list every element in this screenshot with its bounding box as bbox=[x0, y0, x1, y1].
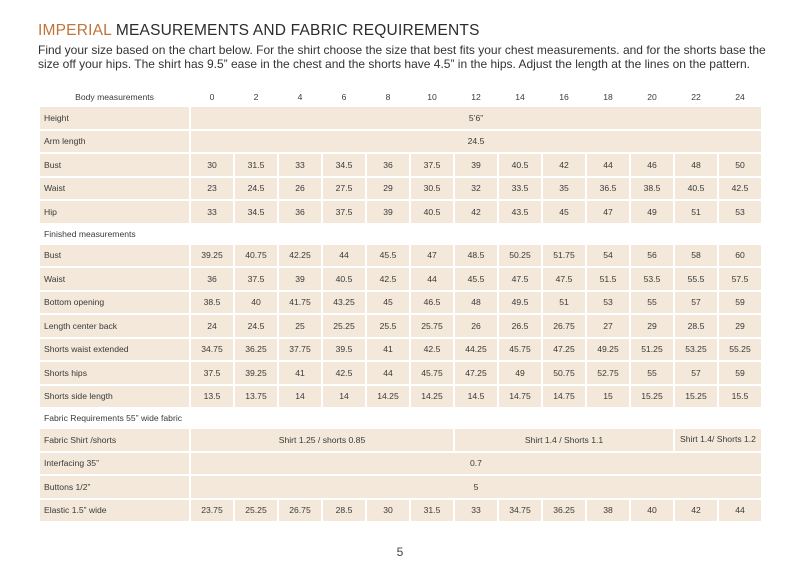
table-cell: 43.5 bbox=[499, 201, 541, 223]
table-cell: 0.7 bbox=[191, 453, 761, 475]
table-cell: 33 bbox=[455, 500, 497, 522]
table-cell: 42.5 bbox=[367, 268, 409, 290]
table-cell: 5 bbox=[191, 476, 761, 498]
table-cell: 37.5 bbox=[323, 201, 365, 223]
table-row bbox=[40, 453, 761, 475]
table-cell: 49 bbox=[499, 362, 541, 384]
page-number: 5 bbox=[396, 545, 404, 559]
table-cell: 33 bbox=[279, 154, 321, 176]
table-cell: 48 bbox=[675, 154, 717, 176]
table-cell: 51 bbox=[543, 292, 585, 314]
table-row bbox=[40, 154, 761, 176]
table-cell: 36 bbox=[191, 268, 233, 290]
row-label: Height bbox=[40, 107, 189, 129]
table-cell: 49.5 bbox=[499, 292, 541, 314]
table-cell: 51.75 bbox=[543, 245, 585, 267]
table-cell: 43.25 bbox=[323, 292, 365, 314]
table-cell: 15 bbox=[587, 386, 629, 408]
table-cell: 45.5 bbox=[367, 245, 409, 267]
table-cell: 59 bbox=[719, 292, 761, 314]
table-cell: 57.5 bbox=[719, 268, 761, 290]
table-cell: 40.5 bbox=[499, 154, 541, 176]
table-row bbox=[40, 292, 761, 314]
table-cell: 15.5 bbox=[719, 386, 761, 408]
table-cell: 14 bbox=[279, 386, 321, 408]
table-cell: 40 bbox=[631, 500, 673, 522]
row-label: Length center back bbox=[40, 315, 189, 337]
table-cell: 5’6” bbox=[191, 107, 761, 129]
table-cell: 38.5 bbox=[191, 292, 233, 314]
table-cell: 34.5 bbox=[323, 154, 365, 176]
table-cell: 55 bbox=[631, 292, 673, 314]
table-row bbox=[40, 339, 761, 361]
section-heading: Fabric Requirements 55” wide fabric bbox=[44, 413, 183, 423]
table-cell: 36 bbox=[367, 154, 409, 176]
table-cell: 44.25 bbox=[455, 339, 497, 361]
table-cell: 39 bbox=[367, 201, 409, 223]
table-cell: 26 bbox=[455, 315, 497, 337]
table-cell: 51.5 bbox=[587, 268, 629, 290]
size-header: 18 bbox=[603, 92, 613, 102]
table-cell: 33 bbox=[191, 201, 233, 223]
table-cell: 41 bbox=[367, 339, 409, 361]
body-measurements-heading: Body measurements bbox=[75, 92, 154, 102]
table-cell: 14.5 bbox=[455, 386, 497, 408]
size-header: 8 bbox=[385, 92, 391, 102]
table-cell: 34.5 bbox=[235, 201, 277, 223]
table-cell: 27.5 bbox=[323, 178, 365, 200]
row-label: Shorts hips bbox=[40, 362, 189, 384]
table-cell: 53 bbox=[587, 292, 629, 314]
table-cell: 42 bbox=[675, 500, 717, 522]
section-row bbox=[40, 409, 761, 427]
table-cell: 39.25 bbox=[191, 245, 233, 267]
table-cell: 42.5 bbox=[719, 178, 761, 200]
table-cell: 41 bbox=[279, 362, 321, 384]
table-cell: 30.5 bbox=[411, 178, 453, 200]
table-cell: 45 bbox=[543, 201, 585, 223]
table-row bbox=[40, 107, 761, 129]
table-cell: 39 bbox=[279, 268, 321, 290]
table-cell: 47.5 bbox=[543, 268, 585, 290]
table-cell: 55.25 bbox=[719, 339, 761, 361]
table-cell: 15.25 bbox=[675, 386, 717, 408]
table-cell: 36 bbox=[279, 201, 321, 223]
table-cell: 40 bbox=[235, 292, 277, 314]
table-cell: 31.5 bbox=[411, 500, 453, 522]
page-title bbox=[38, 22, 480, 40]
table-cell: 42 bbox=[543, 154, 585, 176]
table-row bbox=[40, 362, 761, 384]
table-cell: 47.25 bbox=[543, 339, 585, 361]
table-cell: 47.25 bbox=[455, 362, 497, 384]
table-cell: 58 bbox=[675, 245, 717, 267]
section-row bbox=[40, 225, 761, 243]
table-cell: 34.75 bbox=[191, 339, 233, 361]
table-cell: 36.25 bbox=[543, 500, 585, 522]
table-cell: 45.75 bbox=[411, 362, 453, 384]
table-cell: 29 bbox=[631, 315, 673, 337]
row-label: Elastic 1.5” wide bbox=[40, 500, 189, 522]
table-cell: 24 bbox=[191, 315, 233, 337]
table-cell: 45.75 bbox=[499, 339, 541, 361]
table-cell: 46.5 bbox=[411, 292, 453, 314]
title-accent: IMPERIAL bbox=[38, 22, 112, 39]
table-cell: 29 bbox=[367, 178, 409, 200]
table-cell: 55.5 bbox=[675, 268, 717, 290]
table-cell: 37.5 bbox=[411, 154, 453, 176]
table-row bbox=[40, 476, 761, 498]
table-cell: 40.5 bbox=[411, 201, 453, 223]
table-cell: 57 bbox=[675, 292, 717, 314]
table-row bbox=[40, 386, 761, 408]
row-label: Hip bbox=[40, 201, 189, 223]
table-cell: 44 bbox=[411, 268, 453, 290]
table-cell: 26.75 bbox=[543, 315, 585, 337]
table-row bbox=[40, 245, 761, 267]
table-cell: 44 bbox=[719, 500, 761, 522]
table-cell: 36.25 bbox=[235, 339, 277, 361]
table-cell: Shirt 1.4/ Shorts 1.2 bbox=[675, 429, 761, 451]
table-cell: 44 bbox=[323, 245, 365, 267]
table-cell: 14.25 bbox=[367, 386, 409, 408]
table-row bbox=[40, 201, 761, 223]
table-cell: 40.75 bbox=[235, 245, 277, 267]
table-cell: 29 bbox=[719, 315, 761, 337]
row-label: Fabric Shirt /shorts bbox=[40, 429, 189, 451]
table-cell: 47.5 bbox=[499, 268, 541, 290]
table-cell: 24.5 bbox=[235, 178, 277, 200]
table-cell: 53 bbox=[719, 201, 761, 223]
size-header: 10 bbox=[427, 92, 437, 102]
table-cell: 36.5 bbox=[587, 178, 629, 200]
size-header: 0 bbox=[209, 92, 215, 102]
table-cell: 28.5 bbox=[323, 500, 365, 522]
table-cell: 32 bbox=[455, 178, 497, 200]
table-cell: 24.5 bbox=[191, 131, 761, 153]
table-row bbox=[40, 315, 761, 337]
row-label: Interfacing 35” bbox=[40, 453, 189, 475]
table-cell: 49 bbox=[631, 201, 673, 223]
table-cell: 37.5 bbox=[235, 268, 277, 290]
table-cell: 34.75 bbox=[499, 500, 541, 522]
size-header: 22 bbox=[691, 92, 701, 102]
table-cell: 25.25 bbox=[235, 500, 277, 522]
size-header: 14 bbox=[515, 92, 525, 102]
table-cell: 14.75 bbox=[543, 386, 585, 408]
row-label: Bust bbox=[40, 245, 189, 267]
row-label: Waist bbox=[40, 178, 189, 200]
table-row bbox=[40, 500, 761, 522]
table-cell: 42.5 bbox=[323, 362, 365, 384]
table-cell: 50.75 bbox=[543, 362, 585, 384]
table-cell: 24.5 bbox=[235, 315, 277, 337]
table-row bbox=[40, 268, 761, 290]
table-cell: Shirt 1.25 / shorts 0.85 bbox=[191, 429, 453, 451]
table-cell: 48 bbox=[455, 292, 497, 314]
table-cell: 48.5 bbox=[455, 245, 497, 267]
table-cell: 33.5 bbox=[499, 178, 541, 200]
table-cell: 42.25 bbox=[279, 245, 321, 267]
table-row bbox=[40, 178, 761, 200]
table-row bbox=[40, 429, 761, 451]
size-header: 24 bbox=[735, 92, 745, 102]
size-header: 12 bbox=[471, 92, 481, 102]
table-cell: 49.25 bbox=[587, 339, 629, 361]
table-cell: 44 bbox=[587, 154, 629, 176]
table-cell: 39.5 bbox=[323, 339, 365, 361]
table-cell: 54 bbox=[587, 245, 629, 267]
table-cell: 23.75 bbox=[191, 500, 233, 522]
section-heading: Finished measurements bbox=[44, 228, 136, 239]
table-cell: 55 bbox=[631, 362, 673, 384]
row-label: Arm length bbox=[40, 131, 189, 153]
row-label: Shorts waist extended bbox=[40, 339, 189, 361]
table-cell: 25 bbox=[279, 315, 321, 337]
table-cell: Shirt 1.4 / Shorts 1.1 bbox=[455, 429, 673, 451]
table-cell: 41.75 bbox=[279, 292, 321, 314]
table-cell: 57 bbox=[675, 362, 717, 384]
table-cell: 26.75 bbox=[279, 500, 321, 522]
table-cell: 30 bbox=[191, 154, 233, 176]
table-cell: 13.5 bbox=[191, 386, 233, 408]
table-cell: 39.25 bbox=[235, 362, 277, 384]
table-cell: 40.5 bbox=[675, 178, 717, 200]
table-cell: 42.5 bbox=[411, 339, 453, 361]
row-label: Bottom opening bbox=[40, 292, 189, 314]
table-cell: 25.25 bbox=[323, 315, 365, 337]
table-cell: 38.5 bbox=[631, 178, 673, 200]
table-cell: 46 bbox=[631, 154, 673, 176]
table-cell: 37.75 bbox=[279, 339, 321, 361]
table-cell: 15.25 bbox=[631, 386, 673, 408]
table-cell: 44 bbox=[367, 362, 409, 384]
table-cell: 42 bbox=[455, 201, 497, 223]
table-row bbox=[40, 131, 761, 153]
table-cell: 59 bbox=[719, 362, 761, 384]
table-cell: 53.5 bbox=[631, 268, 673, 290]
table-cell: 50.25 bbox=[499, 245, 541, 267]
table-cell: 27 bbox=[587, 315, 629, 337]
table-cell: 31.5 bbox=[235, 154, 277, 176]
table-cell: 25.75 bbox=[411, 315, 453, 337]
table-cell: 26.5 bbox=[499, 315, 541, 337]
table-cell: 45 bbox=[367, 292, 409, 314]
size-header: 4 bbox=[297, 92, 303, 102]
table-cell: 28.5 bbox=[675, 315, 717, 337]
table-cell: 47 bbox=[411, 245, 453, 267]
table-cell: 51 bbox=[675, 201, 717, 223]
table-cell: 14.25 bbox=[411, 386, 453, 408]
size-header: 16 bbox=[559, 92, 569, 102]
table-cell: 38 bbox=[587, 500, 629, 522]
size-header: 2 bbox=[253, 92, 259, 102]
table-cell: 35 bbox=[543, 178, 585, 200]
table-cell: 53.25 bbox=[675, 339, 717, 361]
row-label: Bust bbox=[40, 154, 189, 176]
row-label: Shorts side length bbox=[40, 386, 189, 408]
table-cell: 37.5 bbox=[191, 362, 233, 384]
table-cell: 56 bbox=[631, 245, 673, 267]
table-cell: 30 bbox=[367, 500, 409, 522]
table-cell: 26 bbox=[279, 178, 321, 200]
table-cell: 14 bbox=[323, 386, 365, 408]
table-cell: 25.5 bbox=[367, 315, 409, 337]
table-cell: 40.5 bbox=[323, 268, 365, 290]
table-cell: 39 bbox=[455, 154, 497, 176]
intro-paragraph: Find your size based on the chart below. For the shirt choose the size that best fits your chest measurements. and for the shorts base the size off your hips. The shirt has 9.5” ease in the chest and the shorts have 4.5” in the hips. Adjust the length at the lines on the pattern. bbox=[38, 43, 766, 71]
table-cell: 60 bbox=[719, 245, 761, 267]
table-cell: 45.5 bbox=[455, 268, 497, 290]
table-cell: 23 bbox=[191, 178, 233, 200]
table-cell: 14.75 bbox=[499, 386, 541, 408]
title-rest: MEASUREMENTS AND FABRIC REQUIREMENTS bbox=[111, 22, 480, 39]
size-header: 6 bbox=[341, 92, 347, 102]
table-cell: 47 bbox=[587, 201, 629, 223]
size-header: 20 bbox=[647, 92, 657, 102]
measurement-table bbox=[38, 87, 763, 523]
table-cell: 50 bbox=[719, 154, 761, 176]
table-cell: 51.25 bbox=[631, 339, 673, 361]
row-label: Waist bbox=[40, 268, 189, 290]
table-cell: 52.75 bbox=[587, 362, 629, 384]
row-label: Buttons 1/2” bbox=[40, 476, 189, 498]
table-cell: 13.75 bbox=[235, 386, 277, 408]
header-row bbox=[40, 89, 761, 105]
